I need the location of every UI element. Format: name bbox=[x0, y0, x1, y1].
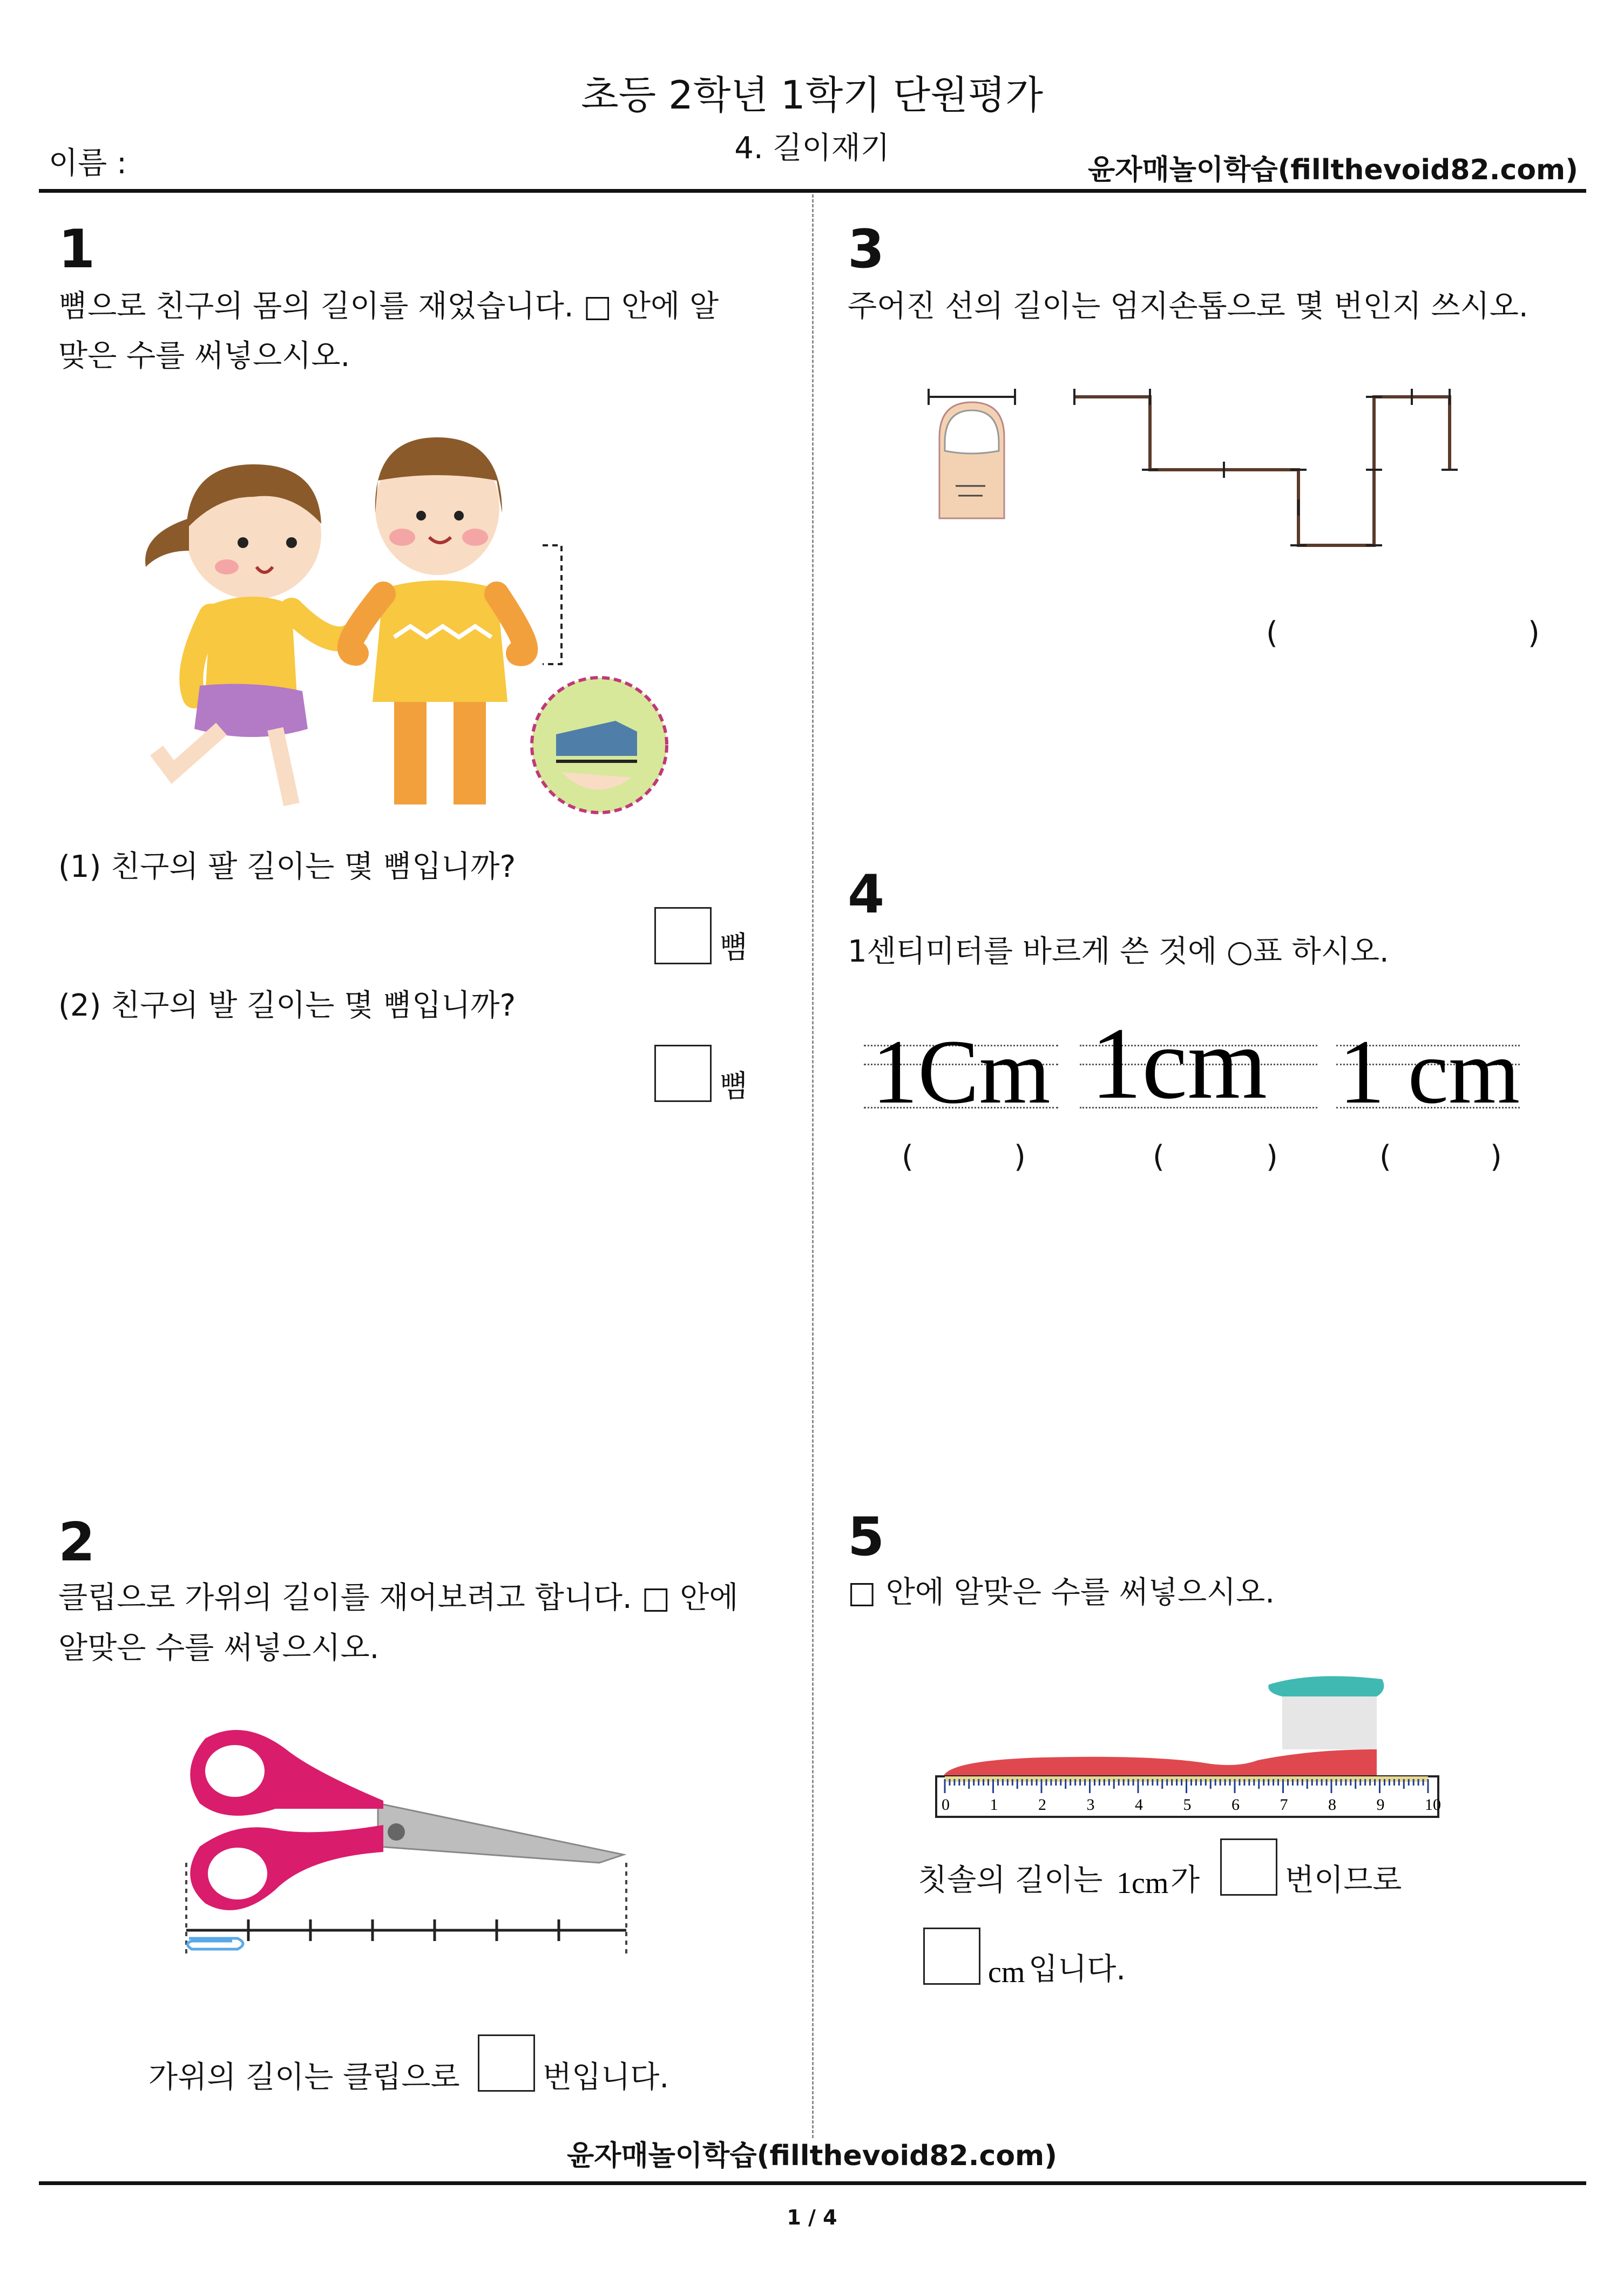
q3-paren-open: ( bbox=[1266, 616, 1278, 651]
q4-option-1-paren-open: ( bbox=[902, 1139, 914, 1174]
q5-line1-mid: 가 bbox=[1170, 1863, 1200, 1898]
q2-answer-prefix: 가위의 길이는 클립으로 bbox=[148, 2060, 460, 2095]
column-divider bbox=[812, 194, 814, 2138]
q4-option-3-paren-close: ) bbox=[1490, 1139, 1502, 1174]
q3-question: 주어진 선의 길이는 엄지손톱으로 몇 번인지 쓰시오. bbox=[848, 289, 1528, 324]
q4-option-1-mark[interactable] bbox=[918, 1139, 1004, 1177]
q4-option-2-mark[interactable] bbox=[1169, 1139, 1255, 1177]
q3-paren-close: ) bbox=[1528, 616, 1540, 651]
footer-rule bbox=[39, 2181, 1586, 2185]
q4-option-1-paren-close: ) bbox=[1014, 1139, 1026, 1174]
ruler-tick-label: 9 bbox=[1376, 1796, 1385, 1814]
q4-option-1-label: 1Cm bbox=[872, 1021, 1051, 1123]
q1-question-line1: 뼘으로 친구의 몸의 길이를 재었습니다. □ 안에 알 bbox=[58, 289, 719, 324]
q5-question: □ 안에 알맞은 수를 써넣으시오. bbox=[848, 1575, 1275, 1610]
ruler-tick-label: 7 bbox=[1280, 1796, 1288, 1814]
name-label: 이름 : bbox=[49, 146, 127, 181]
q1-sub2: (2) 친구의 발 길이는 몇 뼘입니까? bbox=[58, 988, 516, 1023]
header-rule bbox=[39, 189, 1586, 193]
q1-answer-box-1[interactable] bbox=[654, 907, 712, 964]
q4-option-3-paren-open: ( bbox=[1379, 1139, 1391, 1174]
q3-answer-field[interactable] bbox=[1285, 616, 1522, 653]
q1-question-line2: 맞은 수를 써넣으시오. bbox=[58, 339, 350, 374]
ruler-tick-label: 1 bbox=[990, 1796, 998, 1814]
q2-question-line1: 클립으로 가위의 길이를 재어보려고 합니다. □ 안에 bbox=[58, 1580, 739, 1615]
q2-answer-suffix: 번입니다. bbox=[543, 2060, 669, 2095]
header-site: 윤자매놀이학습(fillthevoid82.com) bbox=[1087, 154, 1578, 186]
q2-number: 2 bbox=[58, 1512, 96, 1573]
page-title: 초등 2학년 1학기 단원평가 bbox=[581, 72, 1043, 118]
ruler-tick-label: 6 bbox=[1231, 1796, 1240, 1814]
q5-line1-unit: 1cm bbox=[1116, 1867, 1169, 1900]
ruler-tick-label: 3 bbox=[1086, 1796, 1095, 1814]
ruler-tick-label: 5 bbox=[1183, 1796, 1192, 1814]
q3-number: 3 bbox=[848, 219, 885, 280]
q2-answer-box[interactable] bbox=[478, 2034, 535, 2092]
q4-option-3-mark[interactable] bbox=[1396, 1139, 1482, 1177]
q1-sub1: (1) 친구의 팔 길이는 몇 뼘입니까? bbox=[58, 849, 516, 884]
q3-thumbnail-and-path bbox=[918, 378, 1479, 562]
page-number: 1 / 4 bbox=[787, 2206, 837, 2229]
q5-line2-unit: cm bbox=[988, 1956, 1025, 1989]
q4-option-3-label: 1 cm bbox=[1339, 1021, 1520, 1123]
q5-number: 5 bbox=[848, 1506, 885, 1568]
ruler-tick-label: 4 bbox=[1135, 1796, 1143, 1814]
q2-question-line2: 알맞은 수를 써넣으시오. bbox=[58, 1631, 380, 1666]
footer-site: 윤자매놀이학습(fillthevoid82.com) bbox=[566, 2140, 1057, 2172]
q5-answer-box-2[interactable] bbox=[923, 1928, 980, 1985]
q2-scissors-illustration bbox=[178, 1717, 642, 1976]
q5-answer-box-1[interactable] bbox=[1220, 1838, 1277, 1896]
q4-question: 1센티미터를 바르게 쓴 것에 ○표 하시오. bbox=[848, 934, 1389, 969]
q1-unit-2: 뼘 bbox=[719, 1069, 749, 1104]
page-subtitle: 4. 길이재기 bbox=[734, 131, 890, 166]
q1-answer-box-2[interactable] bbox=[654, 1045, 712, 1102]
ruler-tick-label: 2 bbox=[1038, 1796, 1046, 1814]
q5-toothbrush-ruler bbox=[934, 1668, 1452, 1820]
q4-option-2-label: 1cm bbox=[1091, 1007, 1268, 1120]
ruler-tick-label: 10 bbox=[1425, 1796, 1441, 1814]
ruler-tick-label: 0 bbox=[942, 1796, 950, 1814]
q4-option-2-paren-open: ( bbox=[1153, 1139, 1165, 1174]
q5-line1-suffix: 번이므로 bbox=[1285, 1863, 1402, 1898]
q5-line2-suffix: 입니다. bbox=[1028, 1952, 1126, 1987]
q1-number: 1 bbox=[58, 219, 96, 280]
q4-number: 4 bbox=[848, 864, 885, 925]
q4-option-2-paren-close: ) bbox=[1266, 1139, 1278, 1174]
q1-illustration-kids bbox=[130, 427, 691, 821]
q1-unit-1: 뼘 bbox=[719, 930, 749, 965]
ruler-tick-label: 8 bbox=[1328, 1796, 1336, 1814]
q5-line1-prefix: 칫솔의 길이는 bbox=[918, 1863, 1103, 1898]
